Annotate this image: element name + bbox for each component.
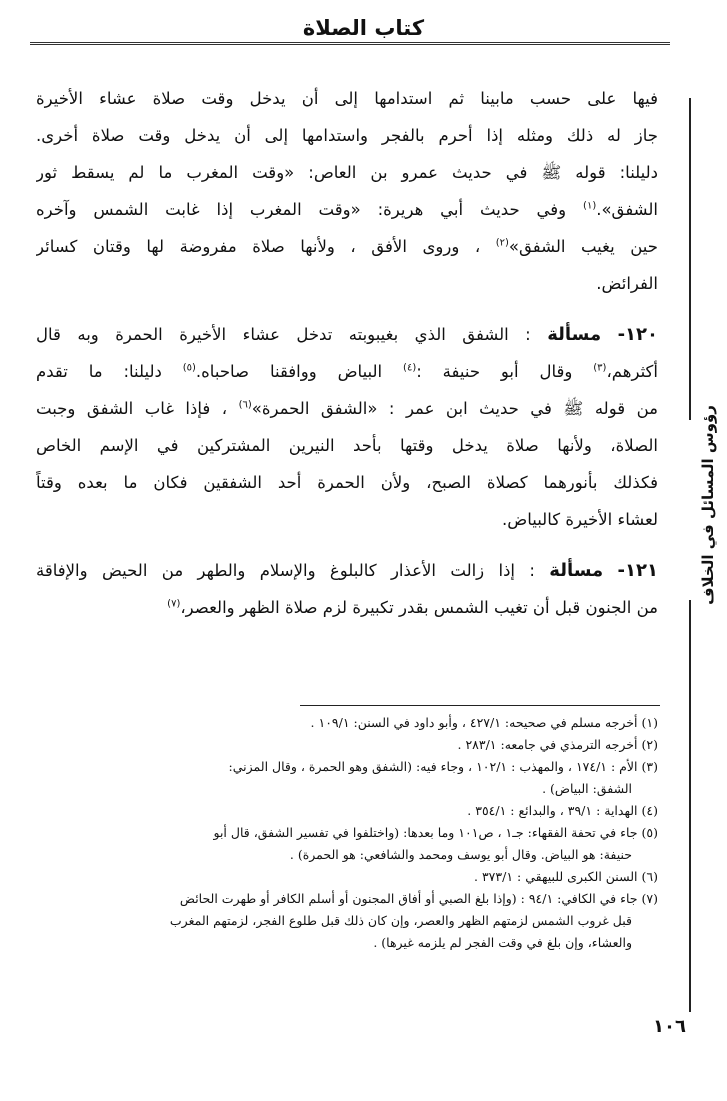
text-line — [36, 191, 658, 228]
footnote-number: (٦) — [641, 869, 658, 884]
footnote-text: قبل غروب الشمس لزمتهم الظهر والعصر، وإن كان ذلك قبل طلوع الفجر، لزمتهم المغرب — [169, 913, 632, 928]
footnote-text: الهداية : ٣٩/١ ، والبدائع : ٣٥٤/١ . — [467, 803, 638, 818]
footnotes — [36, 712, 658, 954]
footnote-text: حنيفة: هو البياض. وقال أبو يوسف ومحمد والشافعي: هو الحمرة) . — [289, 847, 632, 862]
text-segment: : الشفق الذي بغيبوبته تدخل عشاء الأخيرة الحمرة وبه قال — [36, 325, 531, 344]
text-segment: ، فإذا غاب الشفق وجبت — [36, 399, 228, 418]
masala-121-heading-line — [36, 552, 658, 589]
text-segment: من قوله ﷺ في حديث ابن عمر : «الشفق الحمرة» — [251, 399, 658, 418]
text-segment: وفي حديث أبي هريرة: «وقت المغرب إذا غابت الشمس وآخره — [36, 200, 567, 219]
masala-number: ١٢١- — [617, 560, 658, 581]
footnote-number: (٣) — [641, 759, 658, 774]
footnote-5 — [36, 822, 658, 866]
footnote-ref: (٧) — [167, 598, 181, 610]
footnote-number: (٧) — [641, 891, 658, 906]
text-line: دليلنا: قوله ﷺ في حديث عمرو بن العاص: «وقت المغرب ما لم يسقط ثور — [36, 163, 658, 182]
text-segment: من الجنون قبل أن تغيب الشمس بقدر تكبيرة لزم صلاة الظهر والعصر، — [180, 598, 658, 617]
side-rule-bottom — [689, 600, 691, 1012]
text-segment: : إذا زالت الأعذار كالبلوغ والإسلام والطهر من الحيض والإفاقة — [36, 561, 535, 580]
text-line: فكذلك بأنورهما كصلاة الصبح، ولأن الحمرة أحد الشفقين فكان ما بعده وقتاً — [36, 473, 658, 492]
footnote-ref: (٥) — [182, 362, 196, 374]
text-segment: دليلنا: ما تقدم — [36, 362, 162, 381]
side-rule-top — [689, 98, 691, 420]
main-text — [36, 80, 658, 626]
text-segment: حين يغيب الشفق» — [508, 237, 658, 256]
masala-120-heading-line — [36, 316, 658, 353]
footnote-4 — [36, 800, 658, 822]
footnote-1 — [36, 712, 658, 734]
footnote-text: الأم : ١٧٤/١ ، والمهذب : ١٠٢/١ ، وجاء فيه: (الشفق وهو الحمرة ، وقال المزني: — [228, 759, 638, 774]
text-line — [36, 390, 658, 427]
footnote-text: جاء في تحفة الفقهاء: جـ١ ، ص١٠١ وما بعدها: (واختلفوا في تفسير الشفق، قال أبو — [213, 825, 638, 840]
footnote-text: والعشاء، وإن بلغ في وقت الفجر لم يلزمه غيرها) . — [373, 935, 632, 950]
text-segment: أكثرهم، — [606, 362, 658, 381]
side-title — [698, 405, 718, 605]
text-line: فيها على حسب مابينا ثم استدامها إلى أن يدخل وقت صلاة عشاء الأخيرة — [36, 89, 658, 108]
masala-label: مسألة — [547, 324, 602, 345]
footnote-7 — [36, 888, 658, 954]
footnote-number: (١) — [641, 715, 658, 730]
footnote-text: أخرجه مسلم في صحيحه: ٤٢٧/١ ، وأبو داود في السنن: ١٠٩/١ . — [310, 715, 638, 730]
page-number: ١٠٦ — [653, 1016, 686, 1037]
side-title-text: رؤوس المسائل في الخلاف — [699, 405, 717, 605]
footnote-ref: (٢) — [495, 237, 509, 249]
footnote-text: السنن الكبرى للبيهقي : ٣٧٣/١ . — [474, 869, 638, 884]
text-segment: ، وروى الأفق ، ولأنها صلاة مفروضة لها وقتان كسائر — [36, 237, 481, 256]
text-line — [36, 353, 658, 390]
masala-label: مسألة — [549, 560, 604, 581]
footnote-text: أخرجه الترمذي في جامعه: ٢٨٣/١ . — [457, 737, 638, 752]
footnote-separator — [300, 705, 660, 706]
text-line: الصلاة، ولأنها صلاة يدخل وقتها بأحد النيرين المشتركين في الإسم الخاص — [36, 436, 658, 455]
footnote-6 — [36, 866, 658, 888]
running-header-title: كتاب الصلاة — [302, 16, 425, 40]
footnote-number: (٢) — [641, 737, 658, 752]
footnote-3 — [36, 756, 658, 800]
footnote-number: (٥) — [641, 825, 658, 840]
text-line — [36, 589, 658, 626]
text-line: لعشاء الأخيرة كالبياض. — [502, 510, 658, 529]
footnote-2 — [36, 734, 658, 756]
text-line: الفرائض. — [596, 274, 658, 293]
footnote-ref: (٦) — [238, 399, 252, 411]
text-segment: الشفق». — [596, 200, 658, 219]
text-segment: وقال أبو حنيفة : — [416, 362, 573, 381]
footnote-number: (٤) — [641, 803, 658, 818]
masala-number: ١٢٠- — [617, 324, 658, 345]
footnote-ref: (٤) — [403, 362, 417, 374]
footnote-ref: (١) — [583, 200, 597, 212]
header-rule — [30, 42, 670, 45]
footnote-ref: (٣) — [593, 362, 607, 374]
text-segment: البياض ووافقنا صاحباه. — [195, 362, 383, 381]
footnote-text: الشفق: البياض) . — [542, 781, 632, 796]
text-line — [36, 228, 658, 265]
footnote-text: جاء في الكافي: ٩٤/١ : (وإذا بلغ الصبي أو أفاق المجنون أو أسلم الكافر أو طهرت الحائض — [179, 891, 638, 906]
text-line: جاز له ذلك ومثله إذا أحرم بالفجر واستدامها إلى أن يدخل وقت صلاة أخرى. — [36, 126, 658, 145]
